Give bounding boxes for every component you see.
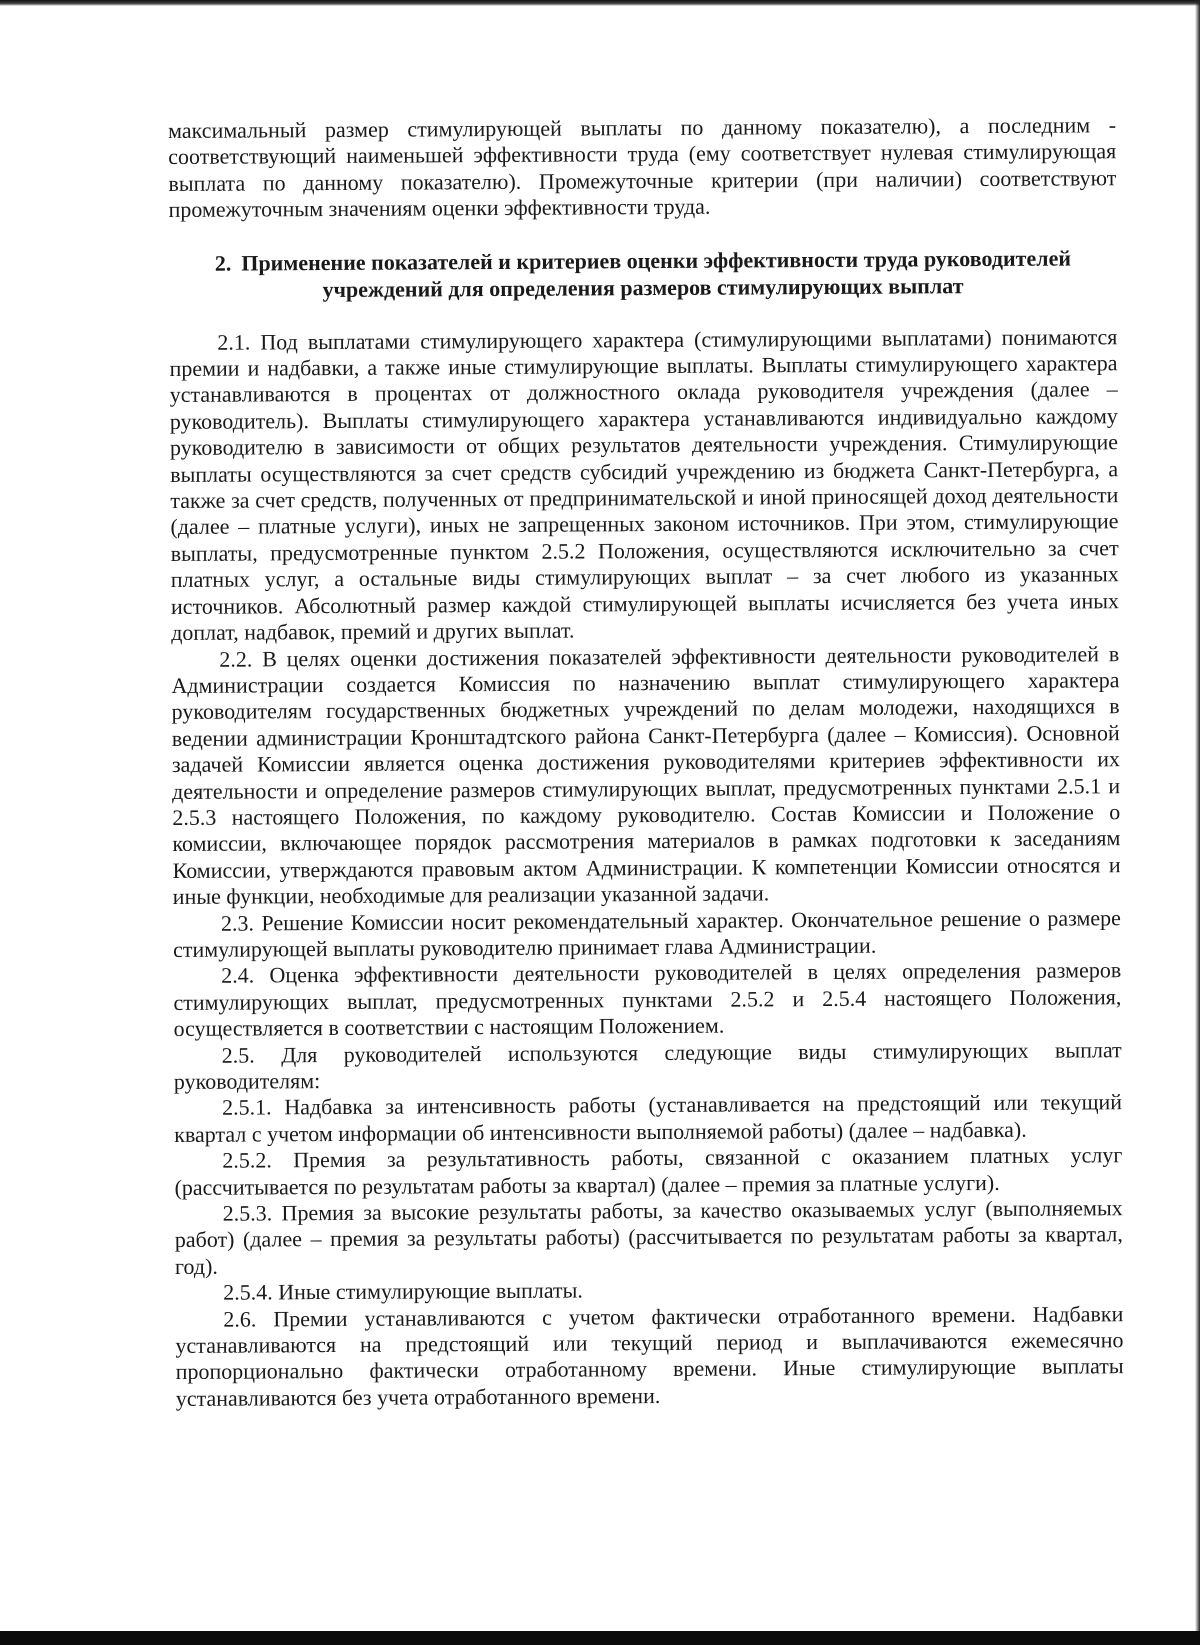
scan-edge-top [0, 0, 1200, 6]
paragraph-2-6: 2.6. Премии устанавливаются с учетом фактически отработанного времени. Надбавки устанавливаются на предстоящий или текущий период и выплачиваются ежемесячно пропорционально фактически отработанному времени. Иные стимулирующие выплаты устанавливаются без учета отработанного времени. [175, 1300, 1124, 1411]
scan-edge-bottom [0, 1631, 1200, 1645]
paragraph-2-5-2: 2.5.2. Премия за результативность работы, связанной с оказанием платных услуг (рассчитывается по результатам работы за квартал) (далее – премия за платные услуги). [174, 1142, 1123, 1200]
section-title: Применение показателей и критериев оценки эффективности труда руководителей учреждений для определения размеров стимулирующих выплат [241, 245, 1072, 302]
scan-edge-right [1195, 0, 1200, 1645]
document-page [168, 112, 1124, 1412]
section-number: 2. [214, 250, 232, 276]
paragraph-2-5-3: 2.5.3. Премия за высокие результаты работы, за качество оказываемых услуг (выполняемых работ) (далее – премия за результаты работы) (рассчитывается по результатам работы за квартал, год). [174, 1195, 1123, 1279]
paragraph-2-2: 2.2. В целях оценки достижения показателей эффективности деятельности руководителей в Администрации создается Комиссия по назначению выплат стимулирующего характера руководителям государственных бюджетных учреждений по делам молодежи, находящихся в ведении администрации Кронштадтского района Санкт-Петербурга (далее – Комиссия). Основной задачей Комиссии является оценка достижения руководителями критериев эффективности их деятельности и определение размеров стимулирующих выплат, предусмотренных пунктами 2.5.1 и 2.5.3 настоящего Положения, по каждому руководителю. Состав Комиссии и Положение о комиссии, включающее порядок рассмотрения материалов в рамках подготовки к заседаниям Комиссии, утверждаются правовым актом Администрации. К компетенции Комиссии относятся и иные функции, необходимые для реализации указанной задачи. [171, 640, 1121, 910]
intro-paragraph: максимальный размер стимулирующей выплаты по данному показателю), а последним - соответствующий наименьшей эффективности труда (ему соответствует нулевая стимулирующая выплата по данному показателю). Промежуточные критерии (при наличии) соответствуют промежуточным значениям оценки эффективности труда. [168, 112, 1117, 223]
paragraph-2-5-1: 2.5.1. Надбавка за интенсивность работы (устанавливается на предстоящий или текущий квартал с учетом информации об интенсивности выполняемой работы) (далее – надбавка). [174, 1089, 1123, 1147]
paragraph-2-5: 2.5. Для руководителей используются следующие виды стимулирующих выплат руководителям: [173, 1036, 1122, 1094]
paragraph-2-1: 2.1. Под выплатами стимулирующего характера (стимулирующими выплатами) понимаются премии и надбавки, а также иные стимулирующие выплаты. Выплаты стимулирующего характера устанавливаются в процентах от должностного оклада руководителя учреждения (далее – руководитель). Выплаты стимулирующего характера устанавливаются индивидуально каждому руководителю в зависимости от общих результатов деятельности учреждения. Стимулирующие выплаты осуществляются за счет средств субсидий учреждению из бюджета Санкт-Петербурга, а также за счет средств, полученных от предпринимательской и иной приносящей доход деятельности (далее – платные услуги), иных не запрещенных законом источников. При этом, стимулирующие выплаты, предусмотренные пунктом 2.5.2 Положения, осуществляются исключительно за счет платных услуг, а остальные виды стимулирующих выплат – за счет любого из указанных источников. Абсолютный размер каждой стимулирующей выплаты исчисляется без учета иных доплат, надбавок, премий и других выплат. [169, 323, 1120, 646]
paragraph-2-4: 2.4. Оценка эффективности деятельности руководителей в целях определения размеров стимулирующих выплат, предусмотренных пунктами 2.5.2 и 2.5.4 настоящего Положения, осуществляется в соответствии с настоящим Положением. [173, 957, 1122, 1042]
section-heading [169, 244, 1117, 304]
paragraph-2-3: 2.3. Решение Комиссии носит рекомендательный характер. Окончательное решение о размере стимулирующей выплаты руководителю принимает глава Администрации. [173, 904, 1121, 962]
paragraph-2-5-4: 2.5.4. Иные стимулирующие выплаты. [223, 1277, 583, 1305]
